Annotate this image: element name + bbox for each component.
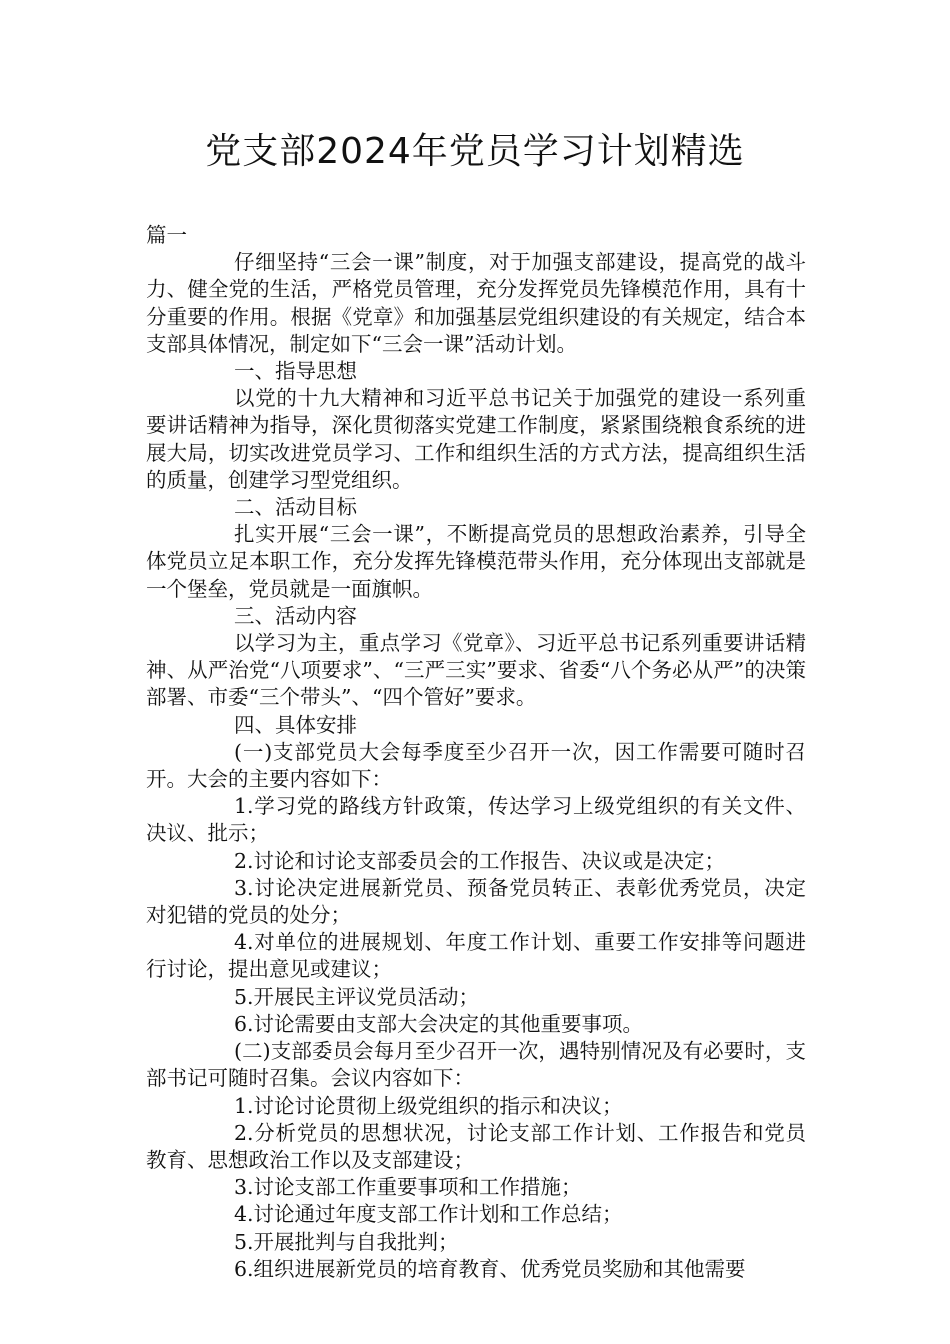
paragraph: 1.学习党的路线方针政策，传达学习上级党组织的有关文件、决议、批示；	[146, 794, 806, 846]
paragraph: (二)支部委员会每月至少召开一次，遇特别情况及有必要时，支部书记可随时召集。会议内容如下：	[146, 1039, 806, 1091]
paragraph: 一、指导思想	[234, 359, 357, 384]
paragraph: 3.讨论支部工作重要事项和工作措施；	[234, 1175, 582, 1200]
section-label: 篇一	[146, 223, 187, 247]
paragraph: 4.对单位的进展规划、年度工作计划、重要工作安排等问题进行讨论，提出意见或建议；	[146, 930, 806, 982]
paragraph: 三、活动内容	[234, 603, 357, 628]
paragraph: 四、具体安排	[234, 712, 357, 737]
paragraph: 以党的十九大精神和习近平总书记关于加强党的建设一系列重要讲话精神为指导，深化贯彻落实党建工作制度，紧紧围绕粮食系统的进展大局，切实改进党员学习、工作和组织生活的方式方法，提高组织生活的质量，创建学习型党组织。	[146, 386, 806, 492]
paragraph: 以学习为主，重点学习《党章》、习近平总书记系列重要讲话精神、从严治党“八项要求”、“三严三实”要求、省委“八个务必从严”的决策部署、市委“三个带头”、“四个管好”要求。	[146, 631, 806, 710]
document-body	[146, 222, 806, 1283]
paragraph: 6.组织进展新党员的培育教育、优秀党员奖励和其他需要	[234, 1256, 746, 1281]
paragraph: (一)支部党员大会每季度至少召开一次，因工作需要可随时召开。大会的主要内容如下：	[146, 739, 806, 792]
paragraph: 5.开展批判与自我批判；	[234, 1229, 459, 1254]
paragraph: 5.开展民主评议党员活动；	[234, 984, 480, 1009]
paragraph: 3.讨论决定进展新党员、预备党员转正、表彰优秀党员，决定对犯错的党员的处分；	[146, 875, 806, 928]
paragraph: 仔细坚持“三会一课”制度，对于加强支部建设，提高党的战斗力、健全党的生活，严格党员管理，充分发挥党员先锋模范作用，具有十分重要的作用。根据《党章》和加强基层党组织建设的有关规定，结合本支部具体情况，制定如下“三会一课”活动计划。	[146, 250, 806, 356]
paragraph: 二、活动目标	[234, 495, 357, 520]
paragraph: 4.讨论通过年度支部工作计划和工作总结；	[234, 1202, 623, 1227]
paragraph: 6.讨论需要由支部大会决定的其他重要事项。	[234, 1011, 644, 1036]
paragraph: 2.分析党员的思想状况，讨论支部工作计划、工作报告和党员教育、思想政治工作以及支部建设；	[146, 1120, 806, 1172]
paragraph: 2.讨论和讨论支部委员会的工作报告、决议或是决定；	[234, 848, 726, 873]
paragraph: 1.讨论讨论贯彻上级党组织的指示和决议；	[234, 1093, 623, 1118]
document-title: 党支部2024年党员学习计划精选	[205, 131, 745, 172]
paragraph: 扎实开展“三会一课”，不断提高党员的思想政治素养，引导全体党员立足本职工作，充分发挥先锋模范带头作用，充分体现出支部就是一个堡垒，党员就是一面旗帜。	[146, 522, 806, 601]
